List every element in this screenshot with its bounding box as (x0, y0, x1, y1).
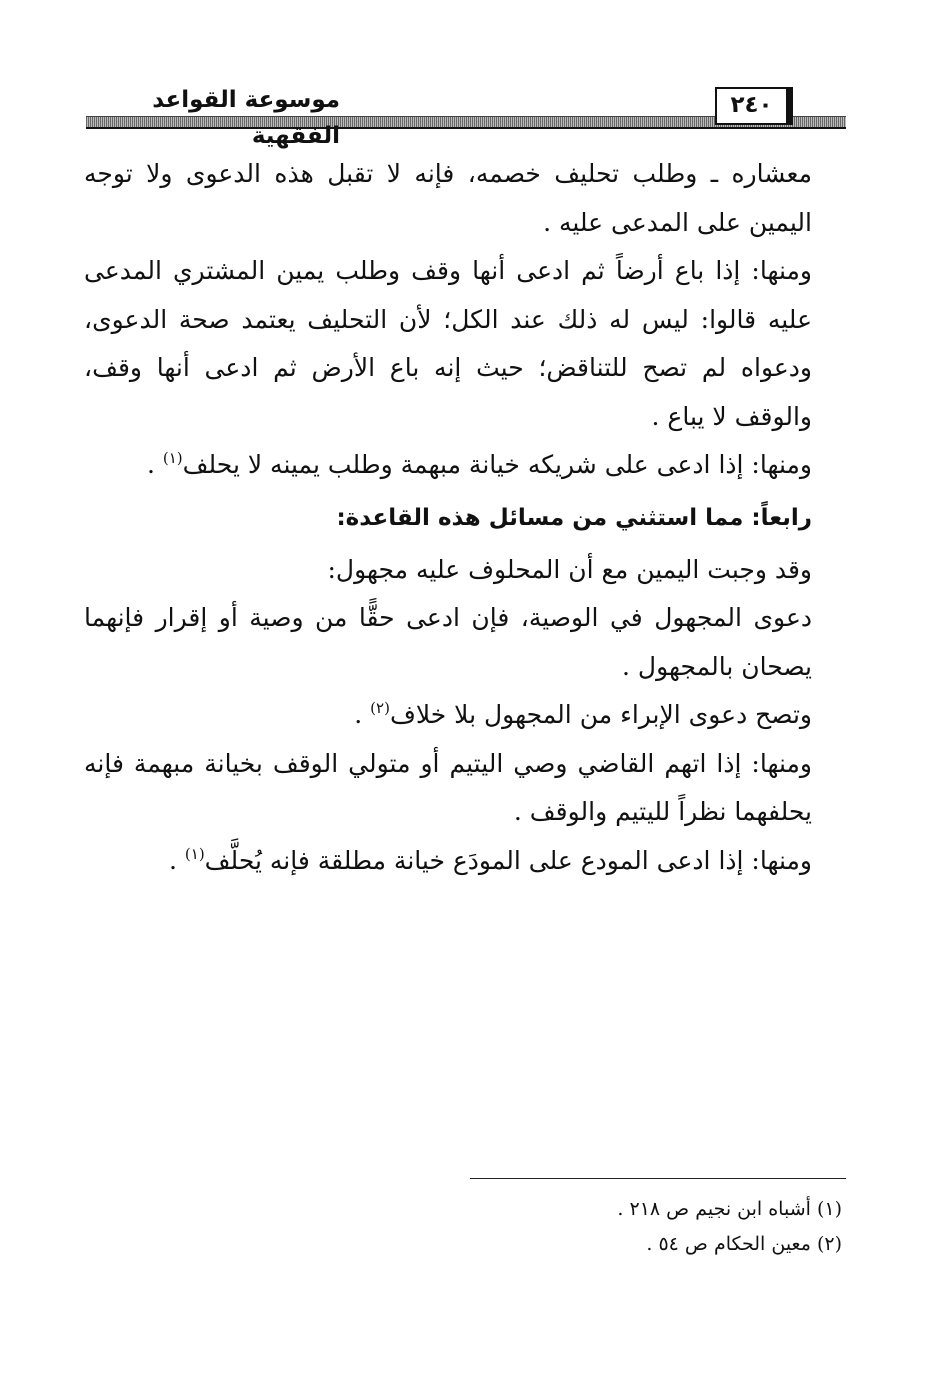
footnote-ref[interactable]: (٢) (370, 699, 390, 717)
paragraph (84, 441, 812, 490)
paragraph (84, 691, 812, 740)
footnote-ref[interactable]: (١) (184, 844, 205, 863)
paragraph: دعوى المجهول في الوصية، فإن ادعى حقًّا من وصية أو إقرار فإنهما يصحان بالمجهول . (84, 603, 812, 681)
page-number: ٢٤٠ (715, 87, 793, 125)
paragraph: معشاره ـ وطلب تحليف خصمه، فإنه لا تقبل هذه الدعوى ولا توجه اليمين على المدعى عليه . (84, 159, 812, 237)
paragraph-end: . (354, 700, 371, 729)
footnote-ref[interactable]: (١) (162, 449, 183, 467)
main-text (84, 150, 812, 885)
paragraph: ومنها: إذا اتهم القاضي وصي اليتيم أو متولي الوقف بخيانة مبهمة فإنه يحلفهما نظراً لليتيم والوقف . (84, 748, 812, 826)
paragraph-text: وتصح دعوى الإبراء من المجهول بلا خلاف (389, 700, 812, 729)
section-heading: رابعاً: مما استثني من مسائل هذه القاعدة: (336, 504, 812, 531)
paragraph: وقد وجبت اليمين مع أن المحلوف عليه مجهول: (327, 554, 812, 584)
paragraph-end: . (146, 450, 163, 479)
paragraph-end: . (168, 845, 185, 875)
paragraph-text: ومنها: إذا ادعى على شريكه خيانة مبهمة وطلب يمينه لا يحلف (182, 450, 812, 479)
footnote-separator (470, 1178, 846, 1179)
paragraph: ومنها: إذا باع أرضاً ثم ادعى أنها وقف وطلب يمين المشتري المدعى عليه قالوا: ليس له ذلك عند الكل؛ لأن التحليف يعتمد صحة الدعوى، ودعواه لم تصح للتناقض؛ حيث إنه باع الأرض ثم ادعى أنها وقف، والوقف لا يباع . (84, 256, 812, 431)
paragraph-text: ومنها: إذا ادعى المودع على المودَع خيانة مطلقة فإنه يُحلَّف (204, 845, 812, 875)
running-header-title: موسوعة القواعد الفقهية (152, 87, 340, 149)
footnotes (470, 1192, 842, 1262)
paragraph (84, 837, 812, 886)
footnote: (١) أشباه ابن نجيم ص ٢١٨ . (617, 1198, 842, 1220)
footnote: (٢) معين الحكام ص ٥٤ . (646, 1233, 842, 1255)
